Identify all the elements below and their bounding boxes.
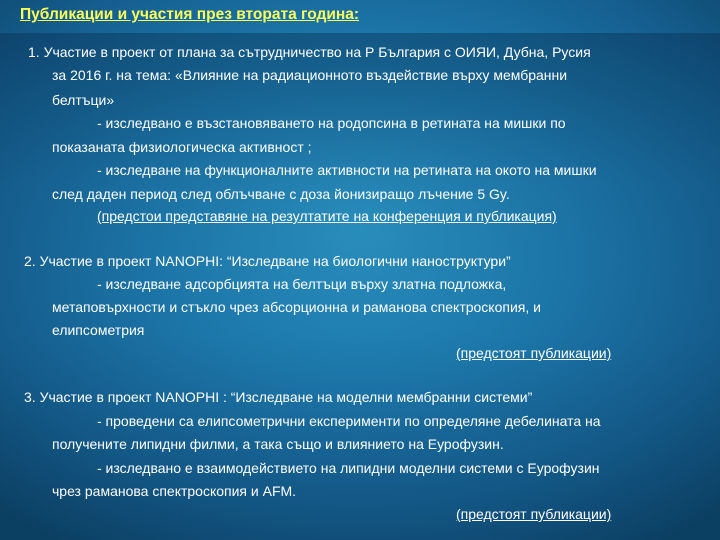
item3-line1: 3. Участие в проект NANOPHI : “Изследване на моделни мембранни системи” xyxy=(24,389,533,405)
item1-line6: - изследване на функционалните активности на ретината на окото на мишки xyxy=(97,162,597,178)
item1-line1: 1. Участие в проект от плана за сътрудничество на Р България с ОИЯИ, Дубна, Русия xyxy=(28,44,591,60)
slide-title: Публикации и участия през втората година: xyxy=(20,6,360,23)
item2-note: (предстоят публикации) xyxy=(456,345,612,361)
item2-line4: елипсометрия xyxy=(52,322,145,338)
item1-note: (предстои представяне на резултатите на конференция и публикация) xyxy=(97,208,557,224)
item1-line2: за 2016 г. на тема: «Влияние на радиационното въздействие върху мембранни xyxy=(52,67,568,83)
item3-line2: - проведени са елипсометрични експерименти по определяне дебелината на xyxy=(97,413,601,429)
item2-line1: 2. Участие в проект NANOPHI: “Изследване на биологични наноструктури” xyxy=(24,253,511,269)
item3-line3: получените липидни филми, а така също и влиянието на Еурофузин. xyxy=(52,436,504,452)
item1-line7: след даден период след облъчване с доза йонизиращо лъчение 5 Gy. xyxy=(52,186,510,202)
item1-line5: показаната физиологичеcка активност ; xyxy=(52,139,312,155)
item3-note: (предстоят публикации) xyxy=(456,506,612,522)
content-panel xyxy=(0,33,720,540)
item2-line2: - изследване адсорбцията на белтъци върху златна подложка, xyxy=(97,276,507,292)
item3-line5: чрез раманова спектроскопия и AFM. xyxy=(52,483,297,499)
item2-line3: метаповърхности и стъкло чрез абсорционна и раманова спектроскопия, и xyxy=(52,299,541,315)
item3-line4: - изследвано е взаимодействието на липидни моделни системи с Еурофузин xyxy=(97,460,600,476)
item1-line4: - изследвано е възстановяването на родопсина в ретината на мишки по xyxy=(97,115,566,131)
item1-line3: белтъци» xyxy=(52,92,115,108)
